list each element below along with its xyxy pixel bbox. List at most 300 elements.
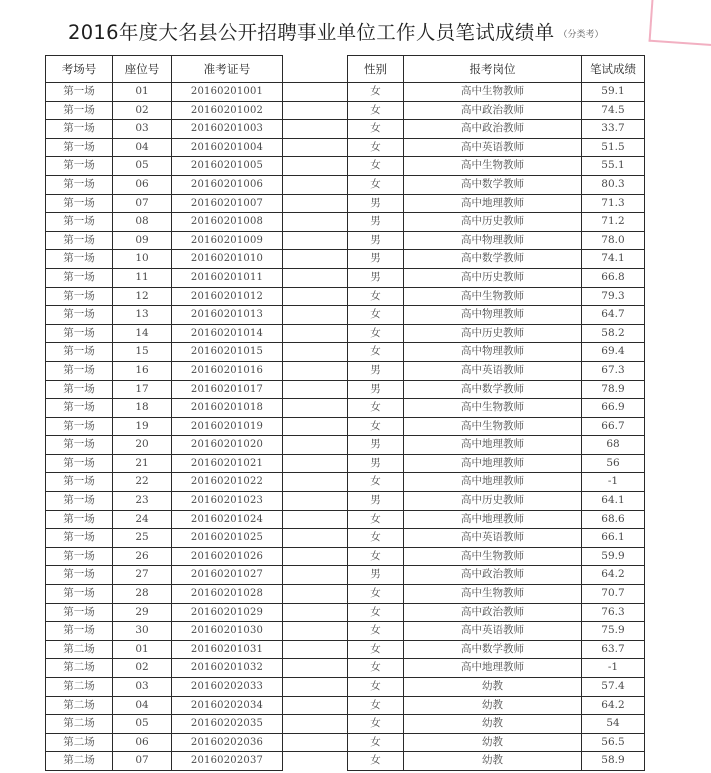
cell-position: 高中地理教师	[404, 454, 582, 473]
cell-gender: 女	[348, 101, 404, 120]
cell-room: 第一场	[46, 101, 113, 120]
cell-room: 第一场	[46, 510, 113, 529]
cell-room: 第一场	[46, 287, 113, 306]
cell-blank	[283, 454, 348, 473]
cell-seat: 20	[113, 436, 172, 455]
cell-seat: 15	[113, 343, 172, 362]
cell-seat: 04	[113, 696, 172, 715]
cell-room: 第二场	[46, 715, 113, 734]
cell-exam-id: 20160201029	[172, 603, 283, 622]
cell-position: 幼教	[404, 752, 582, 771]
cell-seat: 05	[113, 715, 172, 734]
cell-seat: 16	[113, 361, 172, 380]
cell-seat: 21	[113, 454, 172, 473]
cell-room: 第一场	[46, 417, 113, 436]
cell-seat: 01	[113, 83, 172, 102]
cell-seat: 25	[113, 529, 172, 548]
table-row	[46, 213, 645, 232]
cell-exam-id: 20160201027	[172, 566, 283, 585]
cell-gender: 女	[348, 287, 404, 306]
cell-blank	[283, 566, 348, 585]
cell-score: 59.1	[582, 83, 645, 102]
cell-position: 高中英语教师	[404, 622, 582, 641]
header-blank	[283, 56, 348, 83]
cell-exam-id: 20160201030	[172, 622, 283, 641]
cell-blank	[283, 213, 348, 232]
cell-room: 第一场	[46, 399, 113, 418]
cell-exam-id: 20160201017	[172, 380, 283, 399]
table-row	[46, 343, 645, 362]
cell-room: 第一场	[46, 547, 113, 566]
cell-gender: 男	[348, 194, 404, 213]
cell-score: -1	[582, 473, 645, 492]
document-title	[68, 17, 628, 45]
cell-gender: 女	[348, 399, 404, 418]
cell-room: 第一场	[46, 473, 113, 492]
cell-score: 59.9	[582, 547, 645, 566]
cell-score: 67.3	[582, 361, 645, 380]
header-position: 报考岗位	[404, 56, 582, 83]
cell-gender: 女	[348, 603, 404, 622]
table-row	[46, 696, 645, 715]
cell-blank	[283, 678, 348, 697]
cell-score: 71.2	[582, 213, 645, 232]
cell-position: 高中地理教师	[404, 436, 582, 455]
cell-position: 高中生物教师	[404, 157, 582, 176]
cell-gender: 女	[348, 715, 404, 734]
cell-score: 74.1	[582, 250, 645, 269]
cell-blank	[283, 101, 348, 120]
header-gender: 性别	[348, 56, 404, 83]
cell-room: 第一场	[46, 585, 113, 604]
cell-room: 第二场	[46, 752, 113, 771]
cell-blank	[283, 473, 348, 492]
cell-score: 64.1	[582, 492, 645, 511]
cell-exam-id: 20160201009	[172, 231, 283, 250]
title-text: 2016年度大名县公开招聘事业单位工作人员笔试成绩单	[68, 21, 555, 44]
cell-gender: 女	[348, 622, 404, 641]
table-row	[46, 622, 645, 641]
cell-seat: 24	[113, 510, 172, 529]
cell-score: 68	[582, 436, 645, 455]
cell-score: 58.9	[582, 752, 645, 771]
cell-room: 第二场	[46, 659, 113, 678]
cell-seat: 28	[113, 585, 172, 604]
cell-blank	[283, 194, 348, 213]
cell-blank	[283, 268, 348, 287]
title-note: （分类考）	[558, 30, 604, 40]
cell-blank	[283, 250, 348, 269]
cell-room: 第一场	[46, 492, 113, 511]
cell-score: 56	[582, 454, 645, 473]
cell-score: 66.7	[582, 417, 645, 436]
cell-position: 高中地理教师	[404, 510, 582, 529]
cell-position: 高中生物教师	[404, 417, 582, 436]
cell-blank	[283, 324, 348, 343]
table-row	[46, 399, 645, 418]
table-row	[46, 473, 645, 492]
cell-score: 66.8	[582, 268, 645, 287]
table-row	[46, 175, 645, 194]
cell-gender: 男	[348, 213, 404, 232]
cell-room: 第一场	[46, 529, 113, 548]
cell-seat: 02	[113, 659, 172, 678]
cell-room: 第二场	[46, 640, 113, 659]
cell-seat: 02	[113, 101, 172, 120]
cell-exam-id: 20160201010	[172, 250, 283, 269]
cell-position: 高中历史教师	[404, 324, 582, 343]
cell-exam-id: 20160201003	[172, 120, 283, 139]
cell-exam-id: 20160201008	[172, 213, 283, 232]
cell-blank	[283, 361, 348, 380]
cell-position: 高中物理教师	[404, 343, 582, 362]
cell-score: 58.2	[582, 324, 645, 343]
cell-seat: 26	[113, 547, 172, 566]
cell-blank	[283, 752, 348, 771]
cell-blank	[283, 343, 348, 362]
cell-score: 54	[582, 715, 645, 734]
cell-position: 高中英语教师	[404, 529, 582, 548]
cell-exam-id: 20160201016	[172, 361, 283, 380]
table-row	[46, 603, 645, 622]
cell-blank	[283, 640, 348, 659]
cell-score: 64.2	[582, 566, 645, 585]
cell-seat: 09	[113, 231, 172, 250]
cell-score: 57.4	[582, 678, 645, 697]
cell-blank	[283, 733, 348, 752]
cell-position: 高中生物教师	[404, 83, 582, 102]
cell-blank	[283, 175, 348, 194]
table-row	[46, 138, 645, 157]
table-row	[46, 547, 645, 566]
cell-room: 第一场	[46, 231, 113, 250]
cell-exam-id: 20160201018	[172, 399, 283, 418]
cell-score: -1	[582, 659, 645, 678]
cell-position: 高中地理教师	[404, 659, 582, 678]
cell-gender: 女	[348, 343, 404, 362]
cell-gender: 男	[348, 380, 404, 399]
cell-position: 高中数学教师	[404, 380, 582, 399]
cell-position: 幼教	[404, 696, 582, 715]
cell-gender: 女	[348, 157, 404, 176]
cell-score: 56.5	[582, 733, 645, 752]
cell-score: 74.5	[582, 101, 645, 120]
table-row	[46, 659, 645, 678]
table-row	[46, 306, 645, 325]
table-row	[46, 454, 645, 473]
cell-gender: 男	[348, 231, 404, 250]
table-row	[46, 529, 645, 548]
cell-seat: 12	[113, 287, 172, 306]
cell-position: 高中历史教师	[404, 213, 582, 232]
cell-score: 51.5	[582, 138, 645, 157]
cell-position: 高中政治教师	[404, 120, 582, 139]
cell-seat: 30	[113, 622, 172, 641]
cell-gender: 女	[348, 83, 404, 102]
cell-seat: 19	[113, 417, 172, 436]
cell-blank	[283, 306, 348, 325]
table-row	[46, 268, 645, 287]
table-row	[46, 492, 645, 511]
cell-position: 高中数学教师	[404, 640, 582, 659]
cell-exam-id: 20160201014	[172, 324, 283, 343]
cell-gender: 女	[348, 733, 404, 752]
table-row	[46, 324, 645, 343]
cell-position: 高中生物教师	[404, 585, 582, 604]
cell-exam-id: 20160201004	[172, 138, 283, 157]
cell-room: 第一场	[46, 83, 113, 102]
cell-exam-id: 20160201031	[172, 640, 283, 659]
cell-blank	[283, 436, 348, 455]
cell-position: 高中数学教师	[404, 250, 582, 269]
cell-seat: 06	[113, 175, 172, 194]
table-row	[46, 157, 645, 176]
cell-blank	[283, 696, 348, 715]
cell-room: 第一场	[46, 436, 113, 455]
cell-exam-id: 20160202037	[172, 752, 283, 771]
table-row	[46, 585, 645, 604]
cell-position: 幼教	[404, 678, 582, 697]
cell-exam-id: 20160202036	[172, 733, 283, 752]
cell-score: 68.6	[582, 510, 645, 529]
cell-room: 第一场	[46, 343, 113, 362]
cell-exam-id: 20160201019	[172, 417, 283, 436]
cell-score: 63.7	[582, 640, 645, 659]
cell-seat: 05	[113, 157, 172, 176]
table-row	[46, 678, 645, 697]
cell-gender: 女	[348, 120, 404, 139]
table-row	[46, 640, 645, 659]
table-row	[46, 101, 645, 120]
cell-score: 33.7	[582, 120, 645, 139]
cell-room: 第一场	[46, 138, 113, 157]
cell-score: 70.7	[582, 585, 645, 604]
cell-exam-id: 20160201006	[172, 175, 283, 194]
cell-exam-id: 20160201021	[172, 454, 283, 473]
cell-gender: 男	[348, 492, 404, 511]
cell-gender: 女	[348, 529, 404, 548]
cell-blank	[283, 715, 348, 734]
cell-exam-id: 20160202035	[172, 715, 283, 734]
cell-score: 76.3	[582, 603, 645, 622]
cell-exam-id: 20160201005	[172, 157, 283, 176]
cell-blank	[283, 231, 348, 250]
cell-seat: 04	[113, 138, 172, 157]
table-row	[46, 510, 645, 529]
cell-exam-id: 20160201032	[172, 659, 283, 678]
cell-exam-id: 20160201024	[172, 510, 283, 529]
cell-seat: 03	[113, 120, 172, 139]
cell-gender: 女	[348, 510, 404, 529]
cell-gender: 男	[348, 566, 404, 585]
cell-blank	[283, 510, 348, 529]
cell-gender: 男	[348, 250, 404, 269]
cell-blank	[283, 83, 348, 102]
cell-score: 79.3	[582, 287, 645, 306]
cell-position: 高中地理教师	[404, 473, 582, 492]
cell-position: 高中物理教师	[404, 306, 582, 325]
cell-position: 高中历史教师	[404, 268, 582, 287]
cell-score: 69.4	[582, 343, 645, 362]
cell-exam-id: 20160201001	[172, 83, 283, 102]
cell-room: 第一场	[46, 175, 113, 194]
cell-seat: 17	[113, 380, 172, 399]
cell-position: 高中英语教师	[404, 361, 582, 380]
cell-seat: 11	[113, 268, 172, 287]
cell-seat: 07	[113, 752, 172, 771]
cell-gender: 女	[348, 659, 404, 678]
header-score: 笔试成绩	[582, 56, 645, 83]
cell-room: 第一场	[46, 157, 113, 176]
cell-blank	[283, 138, 348, 157]
cell-score: 75.9	[582, 622, 645, 641]
cell-blank	[283, 492, 348, 511]
cell-seat: 10	[113, 250, 172, 269]
cell-blank	[283, 659, 348, 678]
cell-position: 高中生物教师	[404, 399, 582, 418]
cell-gender: 男	[348, 361, 404, 380]
table-body	[46, 83, 645, 771]
table-row	[46, 715, 645, 734]
cell-exam-id: 20160202033	[172, 678, 283, 697]
table-row	[46, 83, 645, 102]
table-row	[46, 361, 645, 380]
cell-seat: 14	[113, 324, 172, 343]
cell-blank	[283, 529, 348, 548]
header-exam-id: 准考证号	[172, 56, 283, 83]
table-row	[46, 566, 645, 585]
cell-score: 66.1	[582, 529, 645, 548]
cell-room: 第一场	[46, 250, 113, 269]
cell-blank	[283, 547, 348, 566]
header-room: 考场号	[46, 56, 113, 83]
cell-position: 高中历史教师	[404, 492, 582, 511]
table-row	[46, 231, 645, 250]
cell-seat: 01	[113, 640, 172, 659]
cell-seat: 23	[113, 492, 172, 511]
cell-exam-id: 20160201020	[172, 436, 283, 455]
cell-exam-id: 20160201022	[172, 473, 283, 492]
cell-position: 高中数学教师	[404, 175, 582, 194]
cell-room: 第二场	[46, 696, 113, 715]
cell-blank	[283, 380, 348, 399]
cell-blank	[283, 399, 348, 418]
cell-blank	[283, 603, 348, 622]
cell-exam-id: 20160201013	[172, 306, 283, 325]
cell-room: 第二场	[46, 733, 113, 752]
cell-position: 高中政治教师	[404, 101, 582, 120]
cell-position: 幼教	[404, 715, 582, 734]
cell-room: 第一场	[46, 306, 113, 325]
cell-room: 第一场	[46, 622, 113, 641]
cell-exam-id: 20160202034	[172, 696, 283, 715]
cell-room: 第一场	[46, 120, 113, 139]
cell-seat: 08	[113, 213, 172, 232]
cell-room: 第一场	[46, 324, 113, 343]
cell-seat: 03	[113, 678, 172, 697]
cell-score: 66.9	[582, 399, 645, 418]
cell-score: 55.1	[582, 157, 645, 176]
table-row	[46, 120, 645, 139]
cell-gender: 男	[348, 268, 404, 287]
cell-seat: 29	[113, 603, 172, 622]
cell-exam-id: 20160201012	[172, 287, 283, 306]
cell-blank	[283, 585, 348, 604]
cell-seat: 06	[113, 733, 172, 752]
cell-room: 第一场	[46, 361, 113, 380]
cell-gender: 女	[348, 473, 404, 492]
cell-position: 幼教	[404, 733, 582, 752]
cell-exam-id: 20160201025	[172, 529, 283, 548]
cell-exam-id: 20160201023	[172, 492, 283, 511]
cell-gender: 女	[348, 585, 404, 604]
cell-room: 第一场	[46, 194, 113, 213]
cell-score: 64.2	[582, 696, 645, 715]
cell-gender: 女	[348, 696, 404, 715]
cell-gender: 女	[348, 752, 404, 771]
cell-blank	[283, 622, 348, 641]
official-stamp	[649, 0, 711, 46]
cell-position: 高中生物教师	[404, 547, 582, 566]
cell-room: 第一场	[46, 603, 113, 622]
cell-gender: 男	[348, 454, 404, 473]
cell-gender: 女	[348, 306, 404, 325]
cell-position: 高中生物教师	[404, 287, 582, 306]
cell-seat: 18	[113, 399, 172, 418]
cell-room: 第二场	[46, 678, 113, 697]
cell-position: 高中地理教师	[404, 194, 582, 213]
cell-gender: 女	[348, 175, 404, 194]
cell-blank	[283, 157, 348, 176]
table-row	[46, 194, 645, 213]
header-seat: 座位号	[113, 56, 172, 83]
cell-position: 高中政治教师	[404, 603, 582, 622]
cell-score: 78.9	[582, 380, 645, 399]
cell-room: 第一场	[46, 380, 113, 399]
cell-exam-id: 20160201002	[172, 101, 283, 120]
cell-seat: 13	[113, 306, 172, 325]
cell-gender: 女	[348, 138, 404, 157]
cell-score: 80.3	[582, 175, 645, 194]
table-row	[46, 250, 645, 269]
cell-score: 78.0	[582, 231, 645, 250]
cell-gender: 女	[348, 678, 404, 697]
cell-blank	[283, 287, 348, 306]
cell-position: 高中物理教师	[404, 231, 582, 250]
table-row	[46, 417, 645, 436]
cell-exam-id: 20160201007	[172, 194, 283, 213]
cell-exam-id: 20160201015	[172, 343, 283, 362]
cell-blank	[283, 417, 348, 436]
cell-gender: 女	[348, 547, 404, 566]
cell-exam-id: 20160201011	[172, 268, 283, 287]
score-table	[45, 55, 645, 771]
cell-gender: 女	[348, 640, 404, 659]
table-row	[46, 380, 645, 399]
cell-blank	[283, 120, 348, 139]
cell-seat: 22	[113, 473, 172, 492]
table-header-row	[46, 56, 645, 83]
cell-gender: 男	[348, 436, 404, 455]
cell-exam-id: 20160201028	[172, 585, 283, 604]
table-row	[46, 287, 645, 306]
cell-exam-id: 20160201026	[172, 547, 283, 566]
cell-position: 高中政治教师	[404, 566, 582, 585]
cell-position: 高中英语教师	[404, 138, 582, 157]
cell-gender: 女	[348, 324, 404, 343]
cell-seat: 07	[113, 194, 172, 213]
cell-room: 第一场	[46, 268, 113, 287]
